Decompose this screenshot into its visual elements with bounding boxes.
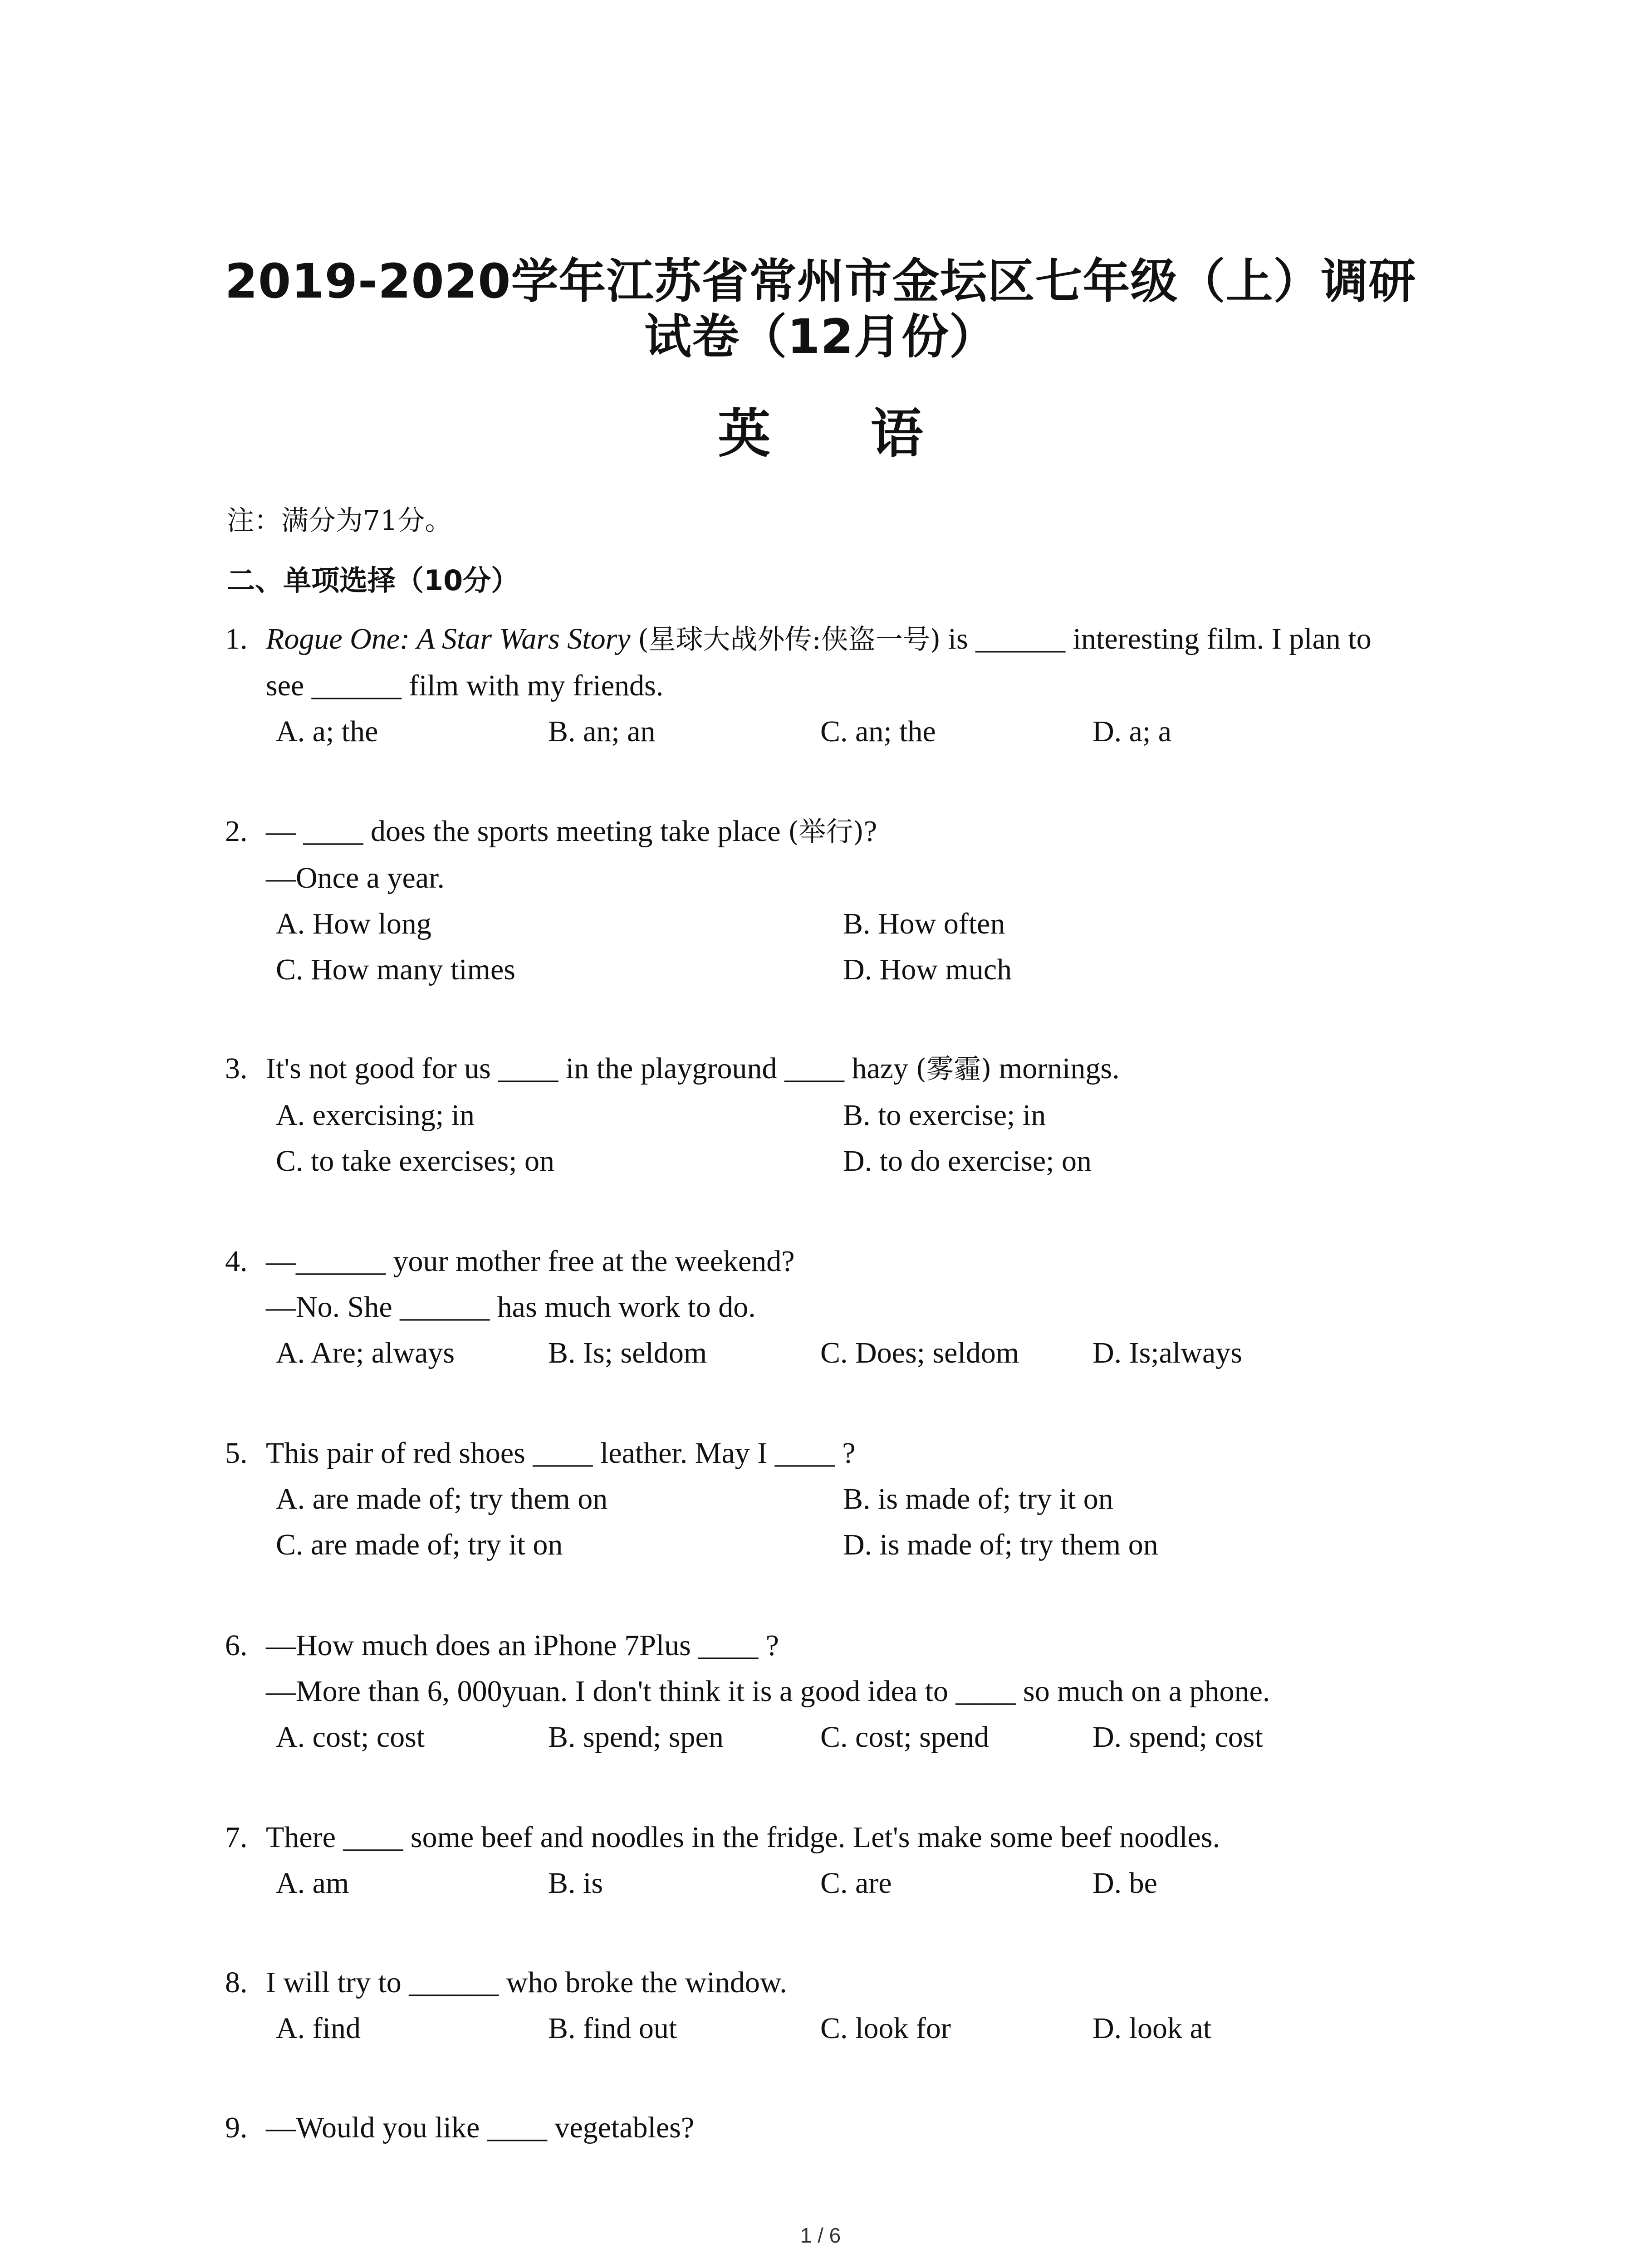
question-line: There ____ some beef and noodles in the fridge. Let's make some beef noodles. (266, 1821, 1220, 1854)
option-d[interactable]: D. to do exercise; on (843, 1144, 1092, 1178)
options-row (276, 1714, 1441, 1760)
question-number: 6. (225, 1629, 248, 1662)
question-number: 1. (225, 622, 248, 655)
options-row (276, 1522, 1441, 1568)
option-b[interactable]: B. find out (548, 2012, 677, 2045)
chinese-gloss: (星球大战外传:侠盗一号) (638, 624, 941, 655)
options-row (276, 709, 1441, 754)
option-b[interactable]: B. an; an (548, 715, 656, 748)
exam-title-line2: 试卷（12月份） (644, 309, 997, 364)
options-row (276, 1476, 1441, 1522)
question-line (266, 1046, 1441, 1092)
option-c[interactable]: C. an; the (820, 715, 936, 748)
option-d[interactable]: D. How much (843, 953, 1012, 986)
option-a[interactable]: A. cost; cost (276, 1721, 425, 1754)
question-line: see ______ film with my friends. (266, 669, 664, 702)
options-row (276, 901, 1441, 947)
question-text: — ____ does the sports meeting take place (266, 815, 789, 848)
page-indicator: 1 / 6 (800, 2224, 841, 2247)
question-number: 9. (225, 2111, 248, 2144)
question-number: 8. (225, 1966, 248, 1999)
question-line: This pair of red shoes ____ leather. May I ____ ? (266, 1437, 856, 1470)
subject-heading: 英 语 (718, 403, 964, 464)
question-number: 2. (225, 815, 248, 848)
option-a[interactable]: A. Are; always (276, 1336, 455, 1369)
question-number: 3. (225, 1052, 248, 1085)
chinese-gloss: (举行) (788, 816, 864, 848)
option-c[interactable]: C. to take exercises; on (276, 1144, 554, 1178)
question-line: —______ your mother free at the weekend? (266, 1245, 795, 1278)
option-b[interactable]: B. to exercise; in (843, 1099, 1046, 1132)
options-row (276, 947, 1441, 992)
option-d[interactable]: D. look at (1092, 2012, 1212, 2045)
question-text-end: mornings. (991, 1052, 1120, 1085)
options-row (276, 2005, 1441, 2051)
question-line: —How much does an iPhone 7Plus ____ ? (266, 1629, 779, 1662)
question-9 (225, 2105, 1441, 2151)
answer-line: —No. She ______ has much work to do. (266, 1290, 756, 1324)
question-3 (225, 1046, 1441, 1184)
question-8 (225, 1960, 1441, 2051)
option-a[interactable]: A. How long (276, 907, 431, 940)
option-d[interactable]: D. spend; cost (1092, 1721, 1263, 1754)
question-number: 5. (225, 1437, 248, 1470)
option-b[interactable]: B. spend; spen (548, 1721, 724, 1754)
option-d[interactable]: D. Is;always (1092, 1336, 1242, 1369)
option-c[interactable]: C. Does; seldom (820, 1336, 1019, 1369)
option-a[interactable]: A. find (276, 2012, 361, 2045)
question-4 (225, 1238, 1441, 1376)
question-7 (225, 1814, 1441, 1906)
exam-title-line1: 2019-2020学年江苏省常州市金坛区七年级（上）调研 (225, 254, 1416, 309)
option-d[interactable]: D. be (1092, 1867, 1157, 1900)
question-line: —Would you like ____ vegetables? (266, 2111, 695, 2144)
options-row (276, 1092, 1441, 1138)
film-title: Rogue One: A Star Wars Story (266, 622, 631, 655)
option-c[interactable]: C. look for (820, 2012, 951, 2045)
section-title: 二、单项选择（10分） (227, 564, 519, 597)
question-2 (225, 808, 1441, 992)
question-line (266, 808, 1441, 855)
option-a[interactable]: A. a; the (276, 715, 378, 748)
option-c[interactable]: C. cost; spend (820, 1721, 989, 1754)
option-b[interactable]: B. How often (843, 907, 1005, 940)
chinese-gloss: (雾霾) (916, 1053, 992, 1085)
question-line: I will try to ______ who broke the window. (266, 1966, 787, 1999)
option-a[interactable]: A. am (276, 1867, 349, 1900)
option-b[interactable]: B. Is; seldom (548, 1336, 707, 1369)
answer-line: —More than 6, 000yuan. I don't think it is a good idea to ____ so much on a phone. (266, 1675, 1270, 1708)
question-5 (225, 1430, 1441, 1568)
option-c[interactable]: C. are (820, 1867, 892, 1900)
options-row (276, 1330, 1441, 1376)
question-number: 4. (225, 1245, 248, 1278)
option-b[interactable]: B. is (548, 1867, 603, 1900)
question-number: 7. (225, 1821, 248, 1854)
option-c[interactable]: C. are made of; try it on (276, 1528, 563, 1561)
question-6 (225, 1623, 1441, 1760)
question-1 (225, 616, 1441, 754)
question-line (266, 616, 1441, 663)
question-text: It's not good for us ____ in the playground ____ hazy (266, 1052, 916, 1085)
option-c[interactable]: C. How many times (276, 953, 515, 986)
option-a[interactable]: A. exercising; in (276, 1099, 475, 1132)
options-row (276, 1138, 1441, 1184)
option-b[interactable]: B. is made of; try it on (843, 1482, 1113, 1515)
option-a[interactable]: A. are made of; try them on (276, 1482, 608, 1515)
question-text-end: ? (863, 815, 877, 848)
option-d[interactable]: D. a; a (1092, 715, 1172, 748)
option-d[interactable]: D. is made of; try them on (843, 1528, 1158, 1561)
question-text: is ______ interesting film. I plan to (941, 622, 1372, 655)
options-row (276, 1860, 1441, 1906)
score-note: 注：满分为71分。 (227, 505, 452, 537)
answer-line: —Once a year. (266, 861, 445, 894)
